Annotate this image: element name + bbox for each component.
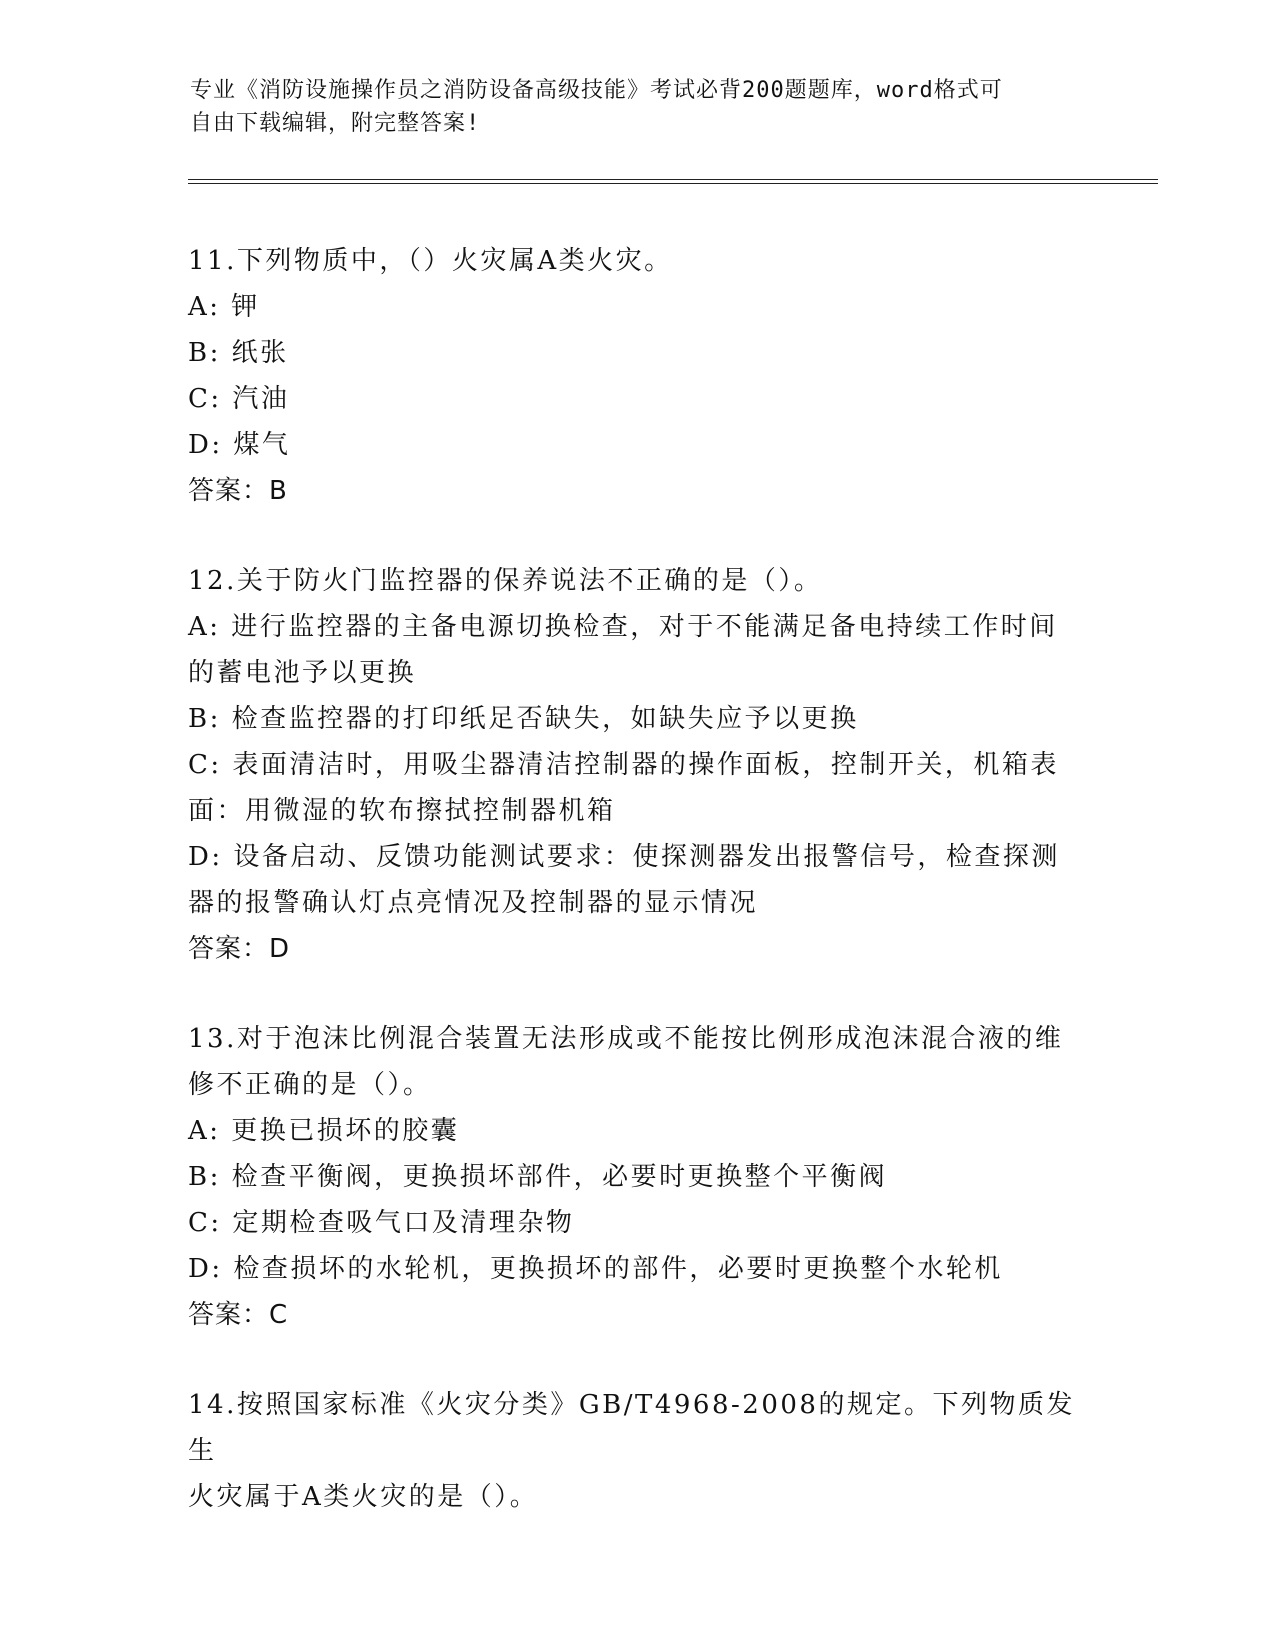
question-stem-continued: 修不正确的是（）。: [188, 1070, 432, 1100]
option-d-continued: 器的报警确认灯点亮情况及控制器的显示情况: [188, 888, 759, 918]
option-d: D: 检查损坏的水轮机，更换损坏的部件，必要时更换整个水轮机: [188, 1254, 1003, 1284]
option-c: C: 表面清洁时，用吸尘器清洁控制器的操作面板，控制开关，机箱表: [188, 750, 1059, 780]
document-header: [190, 74, 1070, 140]
header-divider-top: [188, 179, 1158, 180]
question-stem-continued: 火灾属于A类火灾的是（）。: [188, 1482, 539, 1512]
question-stem: 13.对于泡沫比例混合装置无法形成或不能按比例形成泡沫混合液的维: [188, 1024, 1064, 1054]
question-11: [188, 238, 1078, 514]
option-c: C: 汽油: [188, 384, 290, 414]
option-b: B: 检查平衡阀，更换损坏部件，必要时更换整个平衡阀: [188, 1162, 888, 1192]
answer-label: 答案：B: [188, 476, 288, 506]
option-a-continued: 的蓄电池予以更换: [188, 658, 417, 688]
question-stem: 14.按照国家标准《火灾分类》GB/T4968-2008的规定。下列物质发生: [188, 1390, 1075, 1466]
question-list: [188, 238, 1078, 1564]
answer-label: 答案：C: [188, 1300, 289, 1330]
option-d: D: 煤气: [188, 430, 291, 460]
answer-label: 答案：D: [188, 934, 291, 964]
question-stem: 12.关于防火门监控器的保养说法不正确的是（）。: [188, 566, 823, 596]
option-d: D: 设备启动、反馈功能测试要求：使探测器发出报警信号，检查探测: [188, 842, 1060, 872]
question-14: [188, 1382, 1078, 1520]
option-c: C: 定期检查吸气口及清理杂物: [188, 1208, 575, 1238]
option-b: B: 检查监控器的打印纸足否缺失，如缺失应予以更换: [188, 704, 859, 734]
question-stem: 11.下列物质中，（）火灾属A类火灾。: [188, 246, 673, 276]
header-line-1: 专业《消防设施操作员之消防设备高级技能》考试必背200题题库，word格式可: [190, 78, 1003, 103]
option-b: B: 纸张: [188, 338, 289, 368]
option-c-continued: 面：用微湿的软布擦拭控制器机箱: [188, 796, 616, 826]
header-line-2: 自由下载编辑，附完整答案!: [190, 111, 481, 136]
question-12: [188, 558, 1078, 972]
question-13: [188, 1016, 1078, 1338]
option-a: A: 更换已损坏的胶囊: [188, 1116, 460, 1146]
option-a: A: 钾: [188, 292, 260, 322]
header-divider-bottom: [188, 183, 1158, 184]
option-a: A: 进行监控器的主备电源切换检查，对于不能满足备电持续工作时间: [188, 612, 1058, 642]
